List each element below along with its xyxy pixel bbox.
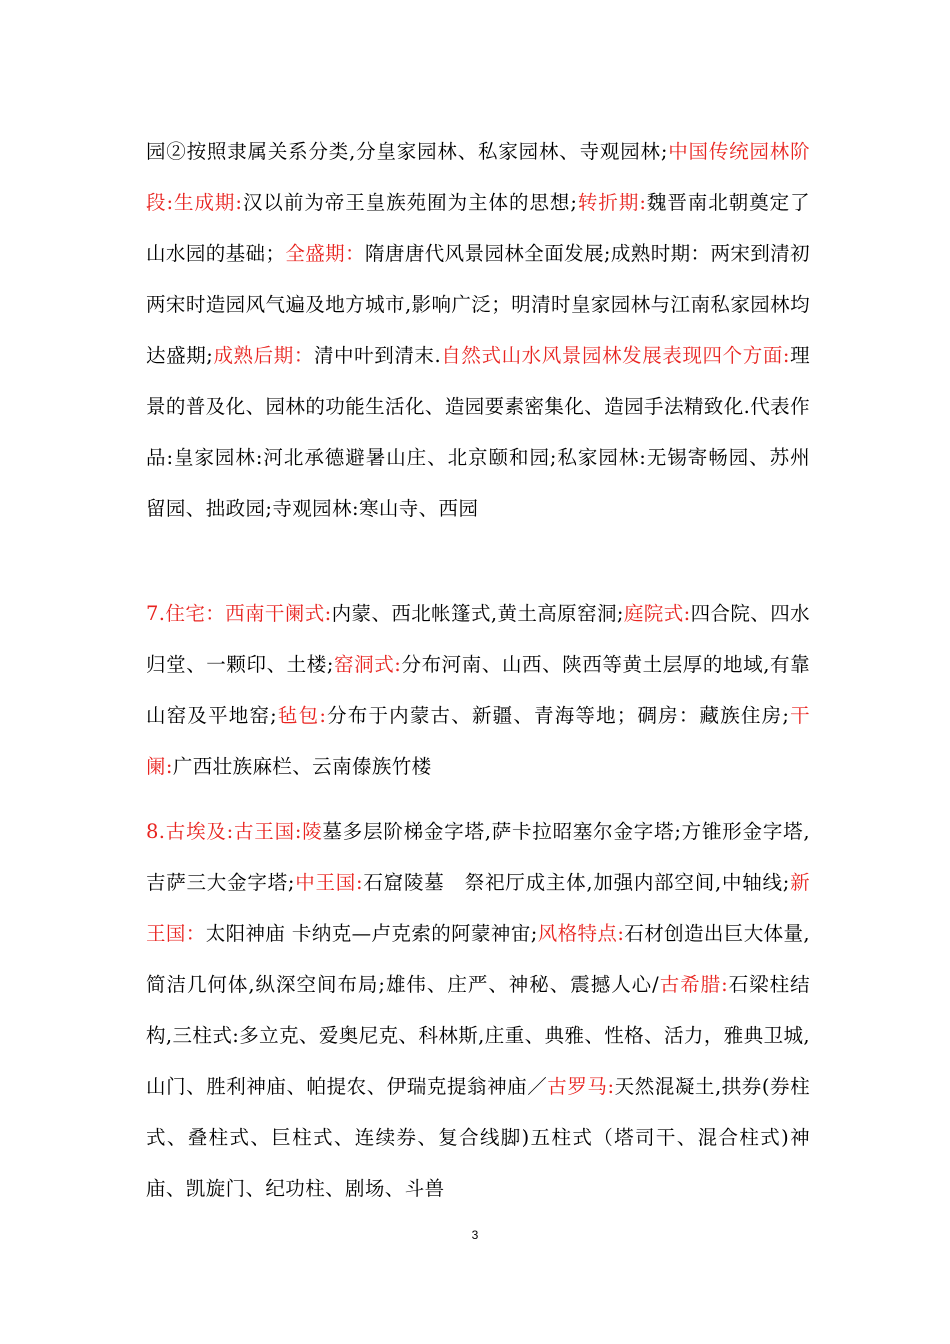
highlighted-text-run: 古罗马:: [547, 1075, 615, 1098]
text-run: 内蒙、西北帐篷式,黄土高原窑洞;: [331, 602, 624, 625]
text-run: 园②按照隶属关系分类,分皇家园林、私家园林、寺观园林;: [146, 140, 668, 163]
text-run: 墓多层阶梯金字塔,萨卡拉昭塞尔金字塔;方锥形金字塔,吉萨三大金字塔;: [146, 820, 810, 894]
text-run: 石梁柱结构,三柱式:多立克、爱奥尼克、科林斯,庄重、典雅、性格、活力，雅典卫城,山门、胜利神庙、帕提农、伊瑞克提翁神庙／: [146, 973, 811, 1098]
highlighted-text-run: 自然式山水风景园林发展表现四个方面:: [441, 344, 790, 367]
highlighted-text-run: 8.古埃及:古王国:陵: [146, 820, 323, 843]
highlighted-text-run: 干阑:: [146, 704, 810, 778]
text-run: 天然混凝土,拱券(券柱式、叠柱式、巨柱式、连续券、复合线脚)五柱式（塔司干、混合柱式)神庙、凯旋门、纪功柱、剧场、斗兽: [146, 1075, 810, 1200]
highlighted-text-run: 古希腊:: [659, 973, 729, 996]
highlighted-text-run: 毡包:: [277, 704, 327, 727]
text-run: 清中叶到清末.: [313, 344, 442, 367]
highlighted-text-run: 风格特点:: [537, 922, 625, 945]
highlighted-text-run: 全盛期：: [285, 242, 366, 265]
text-run: 理景的普及化、园林的功能生活化、造园要素密集化、造园手法精致化.代表作品:皇家园林:河北承德避暑山庄、北京颐和园;私家园林:无锡寄畅园、苏州留园、拙政园;寺观园林:寒山寺、西园: [146, 344, 810, 520]
paragraph-garden-history: [146, 126, 810, 534]
highlighted-text-run: 庭院式:: [623, 602, 691, 625]
text-run: 隋唐唐代风景园林全面发展;成熟时期：两宋到清初两宋时造园风气遍及地方城市,影响广泛；明清时皇家园林与江南私家园林均达盛期;: [146, 242, 810, 367]
highlighted-text-run: 成熟后期：: [213, 344, 314, 367]
highlighted-text-run: 转折期:: [577, 191, 647, 214]
text-run: 石材创造出巨大体量,简洁几何体,纵深空间布局;雄伟、庄严、神秘、震撼人心/: [146, 922, 811, 996]
text-run: 汉以前为帝王皇族苑囿为主体的思想;: [242, 191, 578, 214]
highlighted-text-run: 新王国：: [146, 871, 811, 945]
paragraph-residence-types: [146, 588, 810, 792]
text-run: 广西壮族麻栏、云南傣族竹楼: [172, 755, 432, 778]
highlighted-text-run: 中王国:: [294, 871, 364, 894]
text-run: 魏晋南北朝奠定了山水园的基础；: [146, 191, 811, 265]
text-run: 四合院、四水归堂、一颗印、土楼;: [146, 602, 811, 676]
paragraph-ancient-architecture: [146, 806, 810, 1214]
text-run: 石窟陵墓 祭祀厅成主体,加强内部空间,中轴线;: [363, 871, 790, 894]
highlighted-text-run: 中国传统园林阶段:生成期:: [146, 140, 810, 214]
text-run: 太阳神庙 卡纳克—卢克索的阿蒙神宙;: [205, 922, 538, 945]
text-run: 分布于内蒙古、新疆、青海等地；碉房：藏族住房;: [326, 704, 790, 727]
highlighted-text-run: 7.住宅：西南干阑式:: [146, 602, 332, 625]
highlighted-text-run: 窑洞式:: [333, 653, 402, 676]
text-run: 分布河南、山西、陕西等黄土层厚的地域,有靠山窑及平地窑;: [146, 653, 810, 727]
page-number: 3: [471, 1228, 479, 1242]
